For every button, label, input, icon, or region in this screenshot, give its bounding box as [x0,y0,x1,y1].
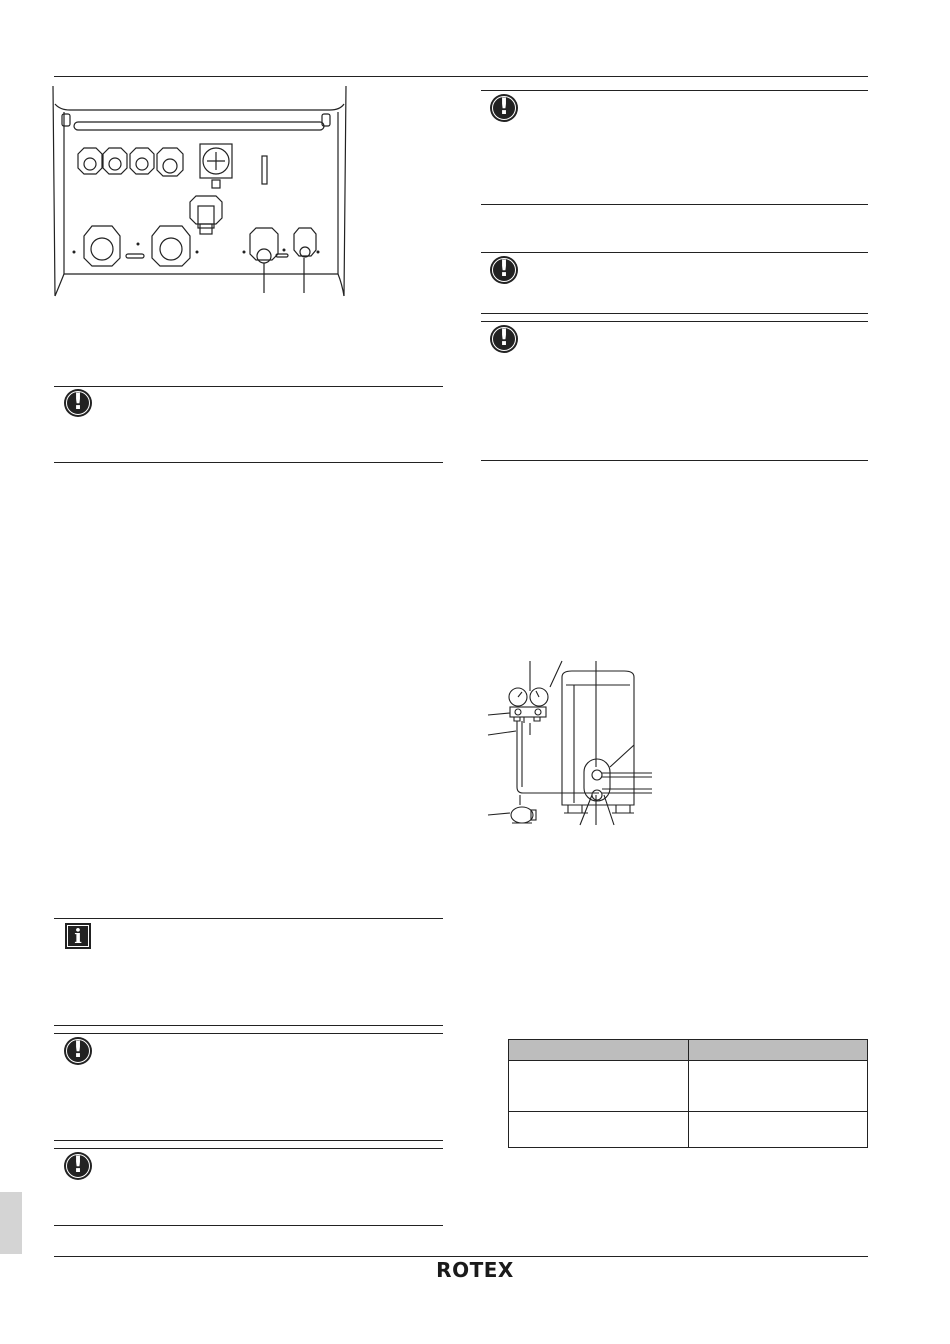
spec-table [508,1039,868,1148]
header-rule [54,76,868,77]
left-warning-1-top-rule [54,386,443,387]
left-warning-1-bottom-rule [54,462,443,463]
right-warning-1-bottom-rule [481,204,868,205]
table-cell [509,1061,689,1112]
footer-rule [54,1256,868,1257]
connection-panel-figure [50,84,350,299]
left-warning-3-top-rule [54,1148,443,1149]
right-warning-2-bottom-rule [481,313,868,314]
right-warning-3-top-rule [481,321,868,322]
left-warning-3-bottom-rule [54,1225,443,1226]
right-warning-2-top-rule [481,252,868,253]
left-warning-2-bottom-rule [54,1140,443,1141]
table-cell [689,1061,868,1112]
warning-icon: ! [490,94,518,122]
chapter-side-tab [0,1192,22,1254]
warning-icon: ! [64,1152,92,1180]
info-icon: i [65,923,91,949]
left-info-top-rule [54,918,443,919]
table-cell [689,1112,868,1148]
warning-icon: ! [490,325,518,353]
warning-icon: ! [64,1037,92,1065]
vacuum-setup-figure [484,655,659,827]
warning-icon: ! [64,389,92,417]
left-info-bottom-rule [54,1025,443,1026]
table-cell [509,1112,689,1148]
left-warning-2-top-rule [54,1033,443,1034]
warning-icon: ! [490,256,518,284]
right-warning-3-bottom-rule [481,460,868,461]
table-header-cell [509,1040,689,1061]
right-warning-1-top-rule [481,90,868,91]
table-header-cell [689,1040,868,1061]
brand-logo: ROTEX [436,1258,514,1282]
